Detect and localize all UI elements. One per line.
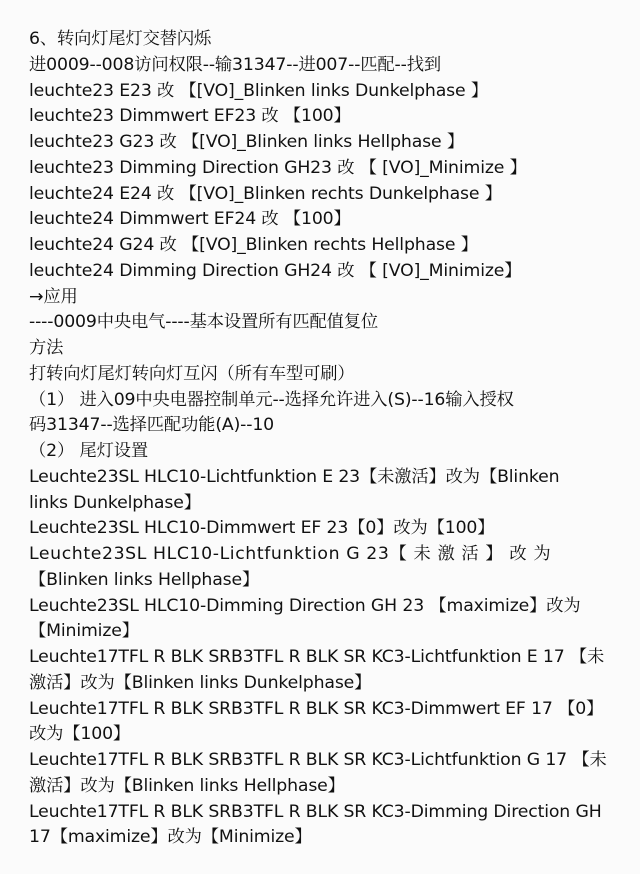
setting-line: leuchte24 G24 改 【[VO]_Blinken rechts Hellphase 】 (29, 235, 478, 255)
coding-line: Leuchte17TFL R BLK SRB3TFL R BLK SR KC3-Lichtfunktion G 17 【未 (29, 750, 607, 770)
section-heading: 6、转向灯尾灯交替闪烁 (29, 29, 212, 49)
step-1-line-cont: 码31347--选择匹配功能(A)--10 (29, 415, 275, 436)
access-steps-line: 进0009--008访问权限--输31347--进007--匹配--找到 (29, 54, 441, 75)
coding-line: Leuchte23SL HLC10-Dimming Direction GH 23 【maximize】改为 (29, 595, 581, 616)
coding-line-cont: 【Minimize】 (29, 621, 139, 642)
coding-line: Leuchte23SL HLC10-Dimmwert EF 23【0】改为【100】 (29, 518, 495, 539)
setting-line: leuchte23 G23 改 【[VO]_Blinken links Hellphase 】 (29, 132, 464, 152)
coding-line-cont: links Dunkelphase】 (29, 492, 201, 513)
setting-line: leuchte24 E24 改 【[VO]_Blinken rechts Dunkelphase 】 (29, 183, 502, 204)
reset-note-line: ----0009中央电气----基本设置所有匹配值复位 (29, 312, 379, 333)
coding-line-cont: 激活】改为【Blinken links Dunkelphase】 (29, 672, 372, 693)
coding-line-cont: 改为【100】 (29, 724, 131, 745)
setting-line: leuchte24 Dimming Direction GH24 改 【 [VO]_Minimize】 (29, 260, 522, 281)
setting-line: leuchte23 E23 改 【[VO]_Blinken links Dunkelphase 】 (29, 80, 488, 101)
coding-line: Leuchte17TFL R BLK SRB3TFL R BLK SR KC3-Dimmwert EF 17 【0】 (29, 698, 604, 719)
step-1-line: （1） 进入09中央电器控制单元--选择允许进入(S)--16输入授权 (29, 389, 514, 410)
coding-line: Leuchte23SL HLC10-Lichtfunktion E 23【未激活】改为【Blinken (29, 466, 560, 487)
method-title: 打转向灯尾灯转向灯互闪（所有车型可刷） (29, 363, 355, 384)
setting-line: leuchte24 Dimmwert EF24 改 【100】 (29, 209, 351, 230)
coding-line: Leuchte23SL HLC10-Lichtfunktion G 23【 未 激 活 】 改 为 (29, 544, 552, 564)
setting-line: leuchte23 Dimming Direction GH23 改 【 [VO]_Minimize 】 (29, 157, 527, 178)
method-heading: 方法 (29, 338, 64, 358)
coding-line-cont: 激活】改为【Blinken links Hellphase】 (29, 775, 345, 796)
apply-line: →应用 (29, 286, 78, 307)
coding-line: Leuchte17TFL R BLK SRB3TFL R BLK SR KC3-Lichtfunktion E 17 【未 (29, 647, 605, 667)
setting-line: leuchte23 Dimmwert EF23 改 【100】 (29, 106, 351, 127)
step-2-heading: （2） 尾灯设置 (29, 441, 148, 461)
coding-line-cont: 【Blinken links Hellphase】 (29, 569, 260, 590)
coding-line: Leuchte17TFL R BLK SRB3TFL R BLK SR KC3-Dimming Direction GH (29, 801, 602, 822)
coding-line-cont: 17【maximize】改为【Minimize】 (29, 827, 312, 848)
